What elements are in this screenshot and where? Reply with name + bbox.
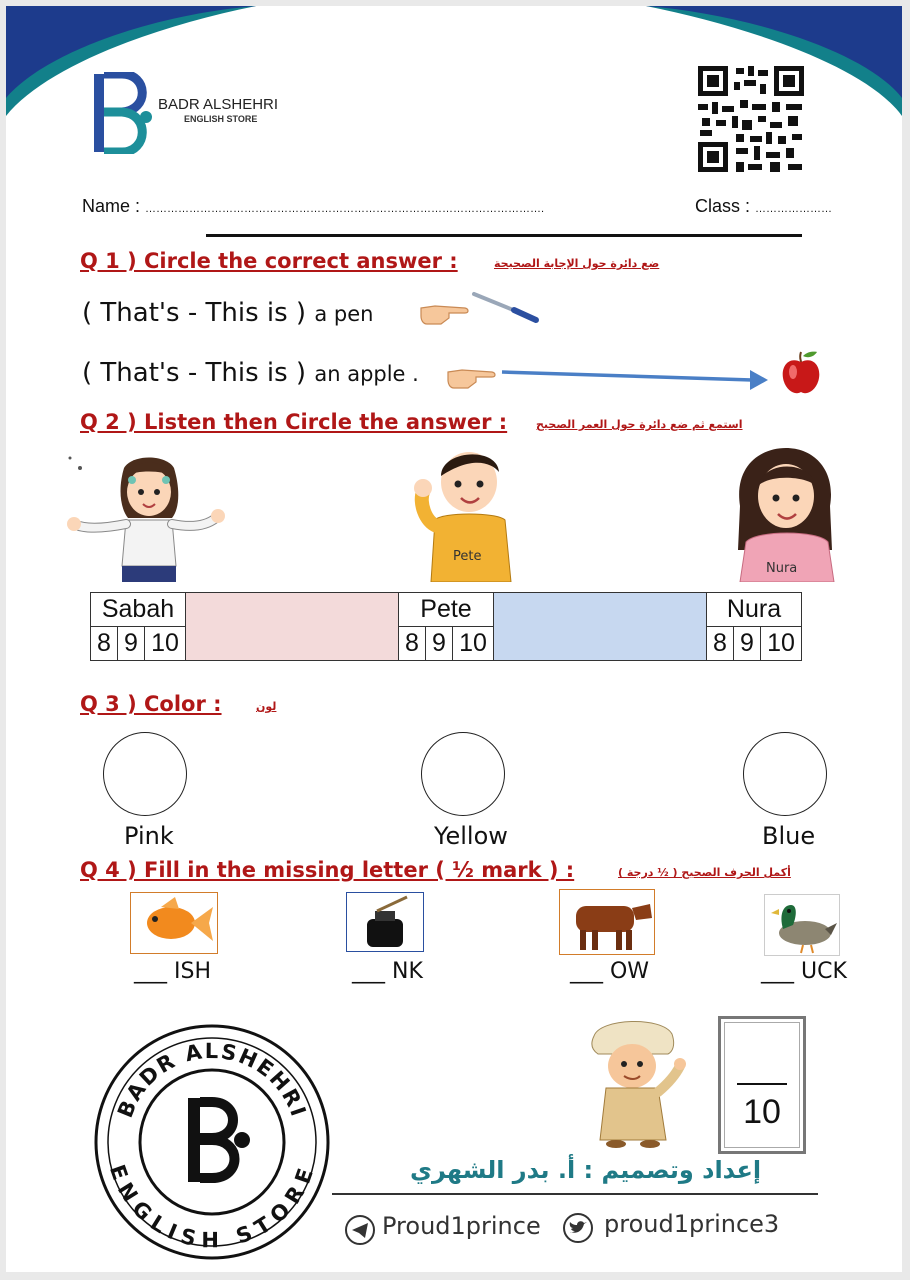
cow-picture	[559, 889, 655, 955]
table-spacer-pink	[186, 593, 399, 661]
q1-item-1-choice[interactable]: ( That's - This is )	[82, 298, 307, 328]
brand-stamp-seal	[92, 1022, 332, 1262]
q4-title-arabic: أكمل الحرف الصحيح ( ½ درجة )	[618, 866, 791, 879]
apple-icon	[779, 348, 823, 398]
score-divider	[737, 1083, 787, 1085]
q3-title: Q 3 ) Color :	[80, 692, 222, 716]
pen-icon	[470, 290, 542, 324]
color-circle-yellow[interactable]	[421, 732, 505, 816]
name-label: Name :	[82, 196, 141, 216]
footer-credit-arabic: إعداد وتصميم : أ. بدر الشهري	[410, 1156, 762, 1184]
age-option-sabah-8[interactable]: 8	[91, 627, 118, 661]
q3-title-arabic: لون	[256, 700, 277, 713]
pointing-hand-icon	[446, 362, 496, 394]
nura-illustration	[730, 446, 840, 582]
q1-item-2	[82, 358, 419, 388]
color-label-pink: Pink	[124, 822, 174, 850]
twitter-handle[interactable]: proud1prince3	[604, 1210, 780, 1238]
brand-name: BADR ALSHEHRI	[158, 96, 279, 113]
missing-letter-word-3[interactable]: ___ OW	[570, 959, 650, 984]
age-option-pete-9[interactable]: 9	[426, 627, 453, 661]
name-blank[interactable]: ……………………………………………………………………………………………….	[145, 203, 545, 215]
ages-table	[90, 592, 802, 661]
stamp-logo-icon	[188, 1098, 250, 1182]
telegram-icon	[344, 1214, 376, 1246]
age-option-pete-8[interactable]: 8	[399, 627, 426, 661]
age-option-nura-10[interactable]: 10	[761, 627, 802, 661]
kid-name-pete: Pete	[399, 593, 494, 627]
q4-title: Q 4 ) Fill in the missing letter ( ½ mark ) :	[80, 858, 575, 882]
color-circle-blue[interactable]	[743, 732, 827, 816]
stamp-text-bottom: ENGLISH STORE	[104, 1161, 320, 1253]
age-option-sabah-10[interactable]: 10	[145, 627, 186, 661]
missing-letter-word-1[interactable]: ___ ISH	[134, 959, 211, 984]
q1-item-1-object: a pen	[314, 302, 374, 326]
pointing-hand-icon	[419, 298, 469, 330]
telegram-handle[interactable]: Proud1prince	[382, 1212, 541, 1240]
class-label: Class :	[695, 196, 751, 216]
color-label-blue: Blue	[762, 822, 816, 850]
color-circle-pink[interactable]	[103, 732, 187, 816]
pete-shirt-label: Pete	[453, 549, 482, 564]
age-option-pete-10[interactable]: 10	[453, 627, 494, 661]
kid-name-sabah: Sabah	[91, 593, 186, 627]
q1-title-arabic: ضع دائرة حول الإجابة الصحيحة	[494, 257, 660, 270]
stamp-text-top: BADR ALSHEHRI	[113, 1038, 311, 1121]
class-blank[interactable]: …………………	[755, 203, 833, 215]
nura-shirt-label: Nura	[766, 561, 798, 576]
name-field-row	[82, 196, 544, 217]
brand-logo-icon	[92, 72, 154, 154]
q2-title: Q 2 ) Listen then Circle the answer :	[80, 410, 508, 434]
age-option-nura-8[interactable]: 8	[707, 627, 734, 661]
score-total: 10	[743, 1093, 781, 1131]
pete-illustration	[411, 442, 521, 582]
color-label-yellow: Yellow	[434, 822, 508, 850]
boy-illustration	[576, 1016, 688, 1150]
qr-code-icon	[696, 64, 806, 174]
fish-picture	[130, 892, 218, 954]
worksheet-page	[6, 6, 902, 1272]
header-divider	[206, 234, 802, 237]
q2-title-arabic: استمع ثم ضع دائرة حول العمر الصحيح	[536, 418, 743, 431]
brand-tagline: ENGLISH STORE	[184, 114, 258, 124]
score-box	[718, 1016, 806, 1154]
arrow-icon	[500, 362, 770, 392]
missing-letter-word-2[interactable]: ___ NK	[352, 959, 423, 984]
missing-letter-word-4[interactable]: ___ UCK	[761, 959, 847, 984]
q1-item-1	[82, 298, 373, 328]
duck-picture	[764, 894, 840, 956]
ages-table-names-row	[91, 593, 802, 627]
footer-divider	[332, 1193, 818, 1195]
twitter-icon	[562, 1212, 594, 1244]
q1-item-2-object: an apple .	[314, 362, 419, 386]
sabah-illustration	[66, 448, 226, 582]
q1-item-2-choice[interactable]: ( That's - This is )	[82, 358, 307, 388]
kid-name-nura: Nura	[707, 593, 802, 627]
age-option-sabah-9[interactable]: 9	[118, 627, 145, 661]
age-option-nura-9[interactable]: 9	[734, 627, 761, 661]
class-field-row	[695, 196, 832, 217]
ink-picture	[346, 892, 424, 952]
q1-title: Q 1 ) Circle the correct answer :	[80, 249, 458, 273]
table-spacer-blue	[494, 593, 707, 661]
